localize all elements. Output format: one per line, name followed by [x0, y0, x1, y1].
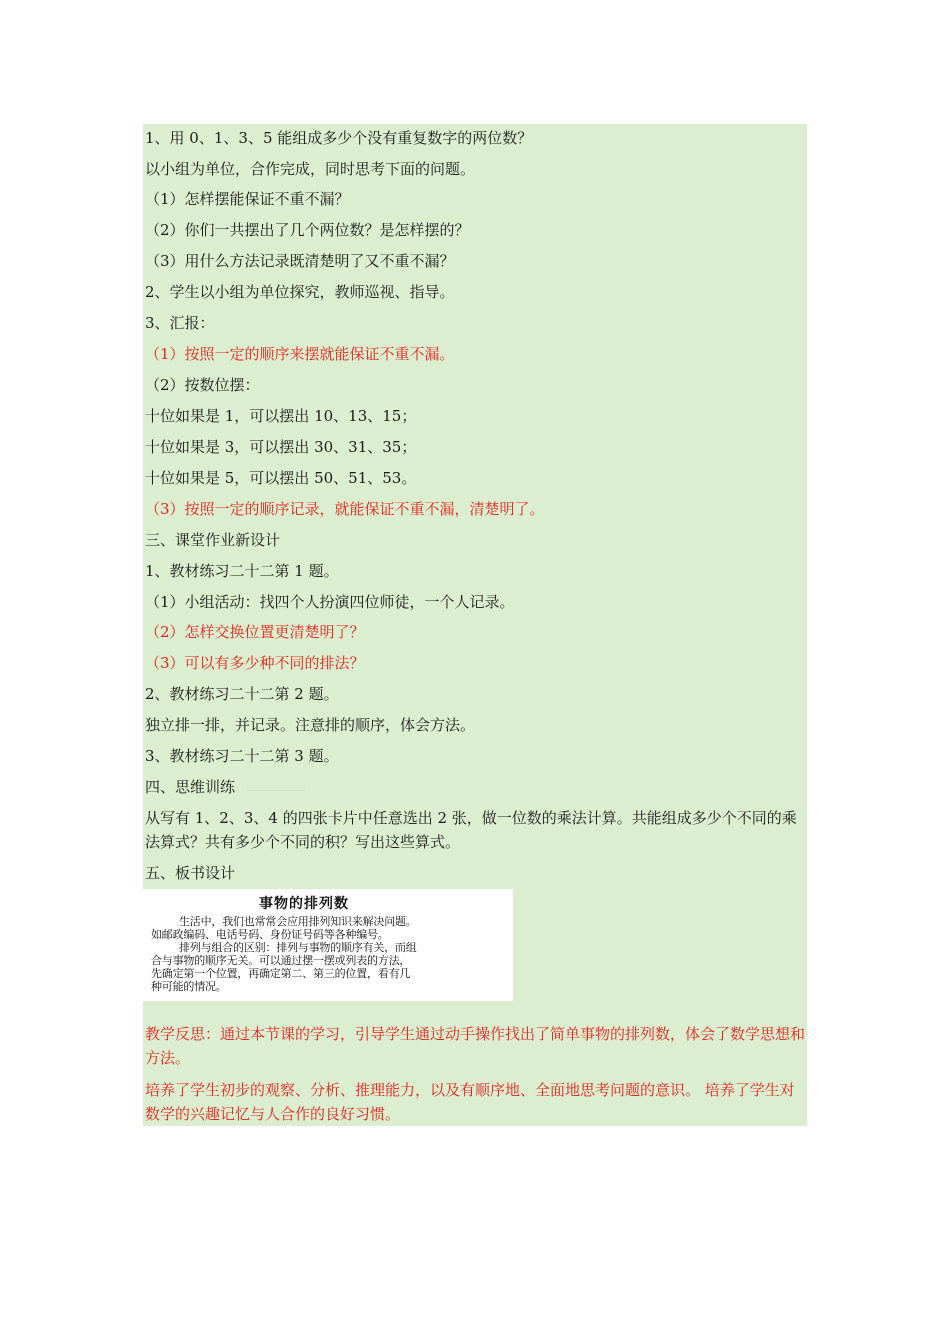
text-line-highlight: （3）按照一定的顺序记录，就能保证不重不漏，清楚明了。 [145, 500, 545, 518]
text-line-highlight: （3）可以有多少种不同的排法？ [145, 654, 365, 672]
blackboard-design-image [143, 889, 513, 1001]
text-line: （1）怎样摆能保证不重不漏？ [145, 190, 350, 208]
board-line: 合与事物的顺序无关。可以通过摆一摆或列表的方法， [151, 954, 411, 967]
board-line: 生活中，我们也常常会应用排列知识来解决问题。 [179, 915, 417, 928]
text-paragraph: 从写有 1、2、3、4 的四张卡片中任意选出 2 张，做一位数的乘法计算。共能组成多少个不同的乘法算式？共有多少个不同的积？写出这些算式。 [145, 809, 797, 851]
text-line-highlight: （1）按照一定的顺序来摆就能保证不重不漏。 [145, 345, 455, 363]
text-line: （2）按数位摆： [145, 376, 260, 394]
reflection-paragraph: 教学反思：通过本节课的学习，引导学生通过动手操作找出了简单事物的排列数，体会了数学思想和方法。 [145, 1025, 806, 1067]
section-heading: 五、板书设计 [145, 864, 236, 882]
text-line: 1、教材练习二十二第 1 题。 [145, 562, 339, 580]
board-title: 事物的排列数 [259, 896, 349, 912]
text-line: 1、用 0、1、3、5 能组成多少个没有重复数字的两位数？ [145, 129, 533, 147]
text-line: （2）你们一共摆出了几个两位数？是怎样摆的？ [145, 221, 470, 239]
board-line: 种可能的情况。 [151, 980, 227, 993]
text-line: （1）小组活动：找四个人扮演四位师徒，一个人记录。 [145, 593, 515, 611]
section-heading: 四、思维训练 [145, 778, 236, 796]
text-line: 十位如果是 1，可以摆出 10、13、15； [145, 407, 417, 425]
section-heading: 三、课堂作业新设计 [145, 531, 281, 549]
board-line: 如邮政编码、电话号码、身份证号码等各种编号。 [151, 928, 389, 941]
text-line: 十位如果是 3，可以摆出 30、31、35； [145, 438, 417, 456]
text-line: 3、汇报： [145, 314, 215, 332]
text-line: 2、教材练习二十二第 2 题。 [145, 685, 339, 703]
text-line: 2、学生以小组为单位探究，教师巡视、指导。 [145, 283, 455, 301]
dotted-divider [247, 790, 305, 791]
text-line: （3）用什么方法记录既清楚明了又不重不漏？ [145, 252, 455, 270]
text-line: 以小组为单位，合作完成，同时思考下面的问题。 [145, 160, 476, 178]
text-line: 十位如果是 5，可以摆出 50、51、53。 [145, 469, 417, 487]
board-line: 排列与组合的区别：排列与事物的顺序有关，而组 [179, 941, 417, 954]
text-line-highlight: （2）怎样交换位置更清楚明了？ [145, 623, 365, 641]
text-line: 3、教材练习二十二第 3 题。 [145, 747, 339, 765]
text-line: 独立排一排，并记录。注意排的顺序，体会方法。 [145, 716, 476, 734]
board-line: 先确定第一个位置，再确定第二、第三的位置，看有几 [151, 967, 411, 980]
lesson-content [143, 124, 807, 1126]
reflection-paragraph: 培养了学生初步的观察、分析、推理能力，以及有顺序地、全面地思考问题的意识。 培养了学生对数学的兴趣记忆与人合作的良好习惯。 [145, 1081, 795, 1123]
